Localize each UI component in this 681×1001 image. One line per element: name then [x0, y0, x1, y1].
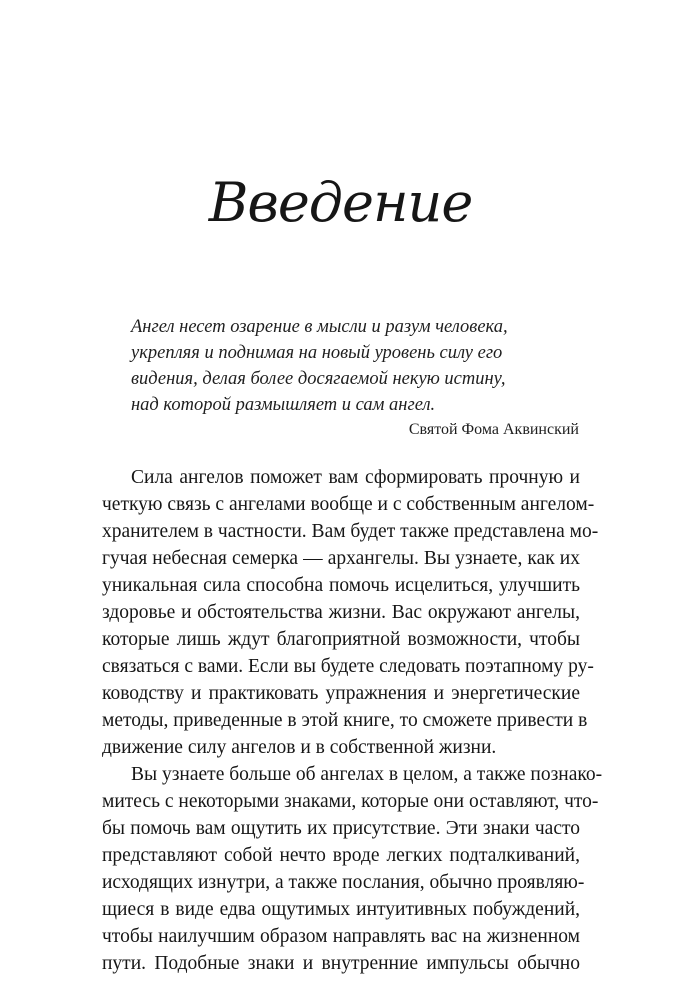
text-line: связаться с вами. Если вы будете следовать поэтапному ру-	[102, 656, 594, 677]
text-line: щиеся в виде едва ощутимых интуитивных побуждений,	[102, 899, 580, 920]
paragraph-1	[102, 464, 599, 761]
epigraph-line: укрепляя и поднимая на новый уровень силу его	[131, 343, 503, 363]
text-line: гучая небесная семерка — архангелы. Вы узнаете, как их	[102, 548, 580, 569]
epigraph-line: Ангел несет озарение в мысли и разум человека,	[131, 317, 508, 337]
body-text	[102, 464, 603, 977]
text-line: представляют собой нечто вроде легких подталкиваний,	[102, 845, 580, 866]
epigraph-author: Святой Фома Аквинский	[408, 421, 579, 438]
text-line: методы, приведенные в этой книге, то сможете привести в	[102, 710, 588, 731]
text-line: пути. Подобные знаки и внутренние импульсы обычно	[102, 953, 580, 974]
text-line: ководству и практиковать упражнения и энергетические	[102, 683, 580, 704]
text-line: здоровье и обстоятельства жизни. Вас окружают ангелы,	[102, 602, 580, 623]
text-line: четкую связь с ангелами вообще и с собственным ангелом-	[102, 494, 595, 515]
text-line: чтобы наилучшим образом направлять вас на жизненном	[102, 926, 580, 947]
text-line: которые лишь ждут благоприятной возможности, чтобы	[102, 629, 580, 650]
paragraph-2	[102, 761, 603, 977]
epigraph	[131, 314, 579, 443]
epigraph-line: над которой размышляет и сам ангел.	[131, 395, 436, 415]
text-line: хранителем в частности. Вам будет также представлена мо-	[102, 521, 599, 542]
text-line: Вы узнаете больше об ангелах в целом, а также познако-	[131, 764, 603, 785]
text-line: бы помочь вам ощутить их присутствие. Эти знаки часто	[102, 818, 580, 839]
text-line: движение силу ангелов и в собственной жизни.	[102, 737, 497, 758]
epigraph-line: видения, делая более досягаемой некую истину,	[131, 369, 506, 389]
text-line: исходящих изнутри, а также послания, обычно проявляю-	[102, 872, 585, 893]
text-line: уникальная сила способна помочь исцелиться, улучшить	[102, 575, 580, 596]
chapter-title: Введение	[208, 171, 473, 234]
text-line: Сила ангелов поможет вам сформировать прочную и	[131, 467, 580, 488]
text-line: митесь с некоторыми знаками, которые они оставляют, что-	[102, 791, 599, 812]
